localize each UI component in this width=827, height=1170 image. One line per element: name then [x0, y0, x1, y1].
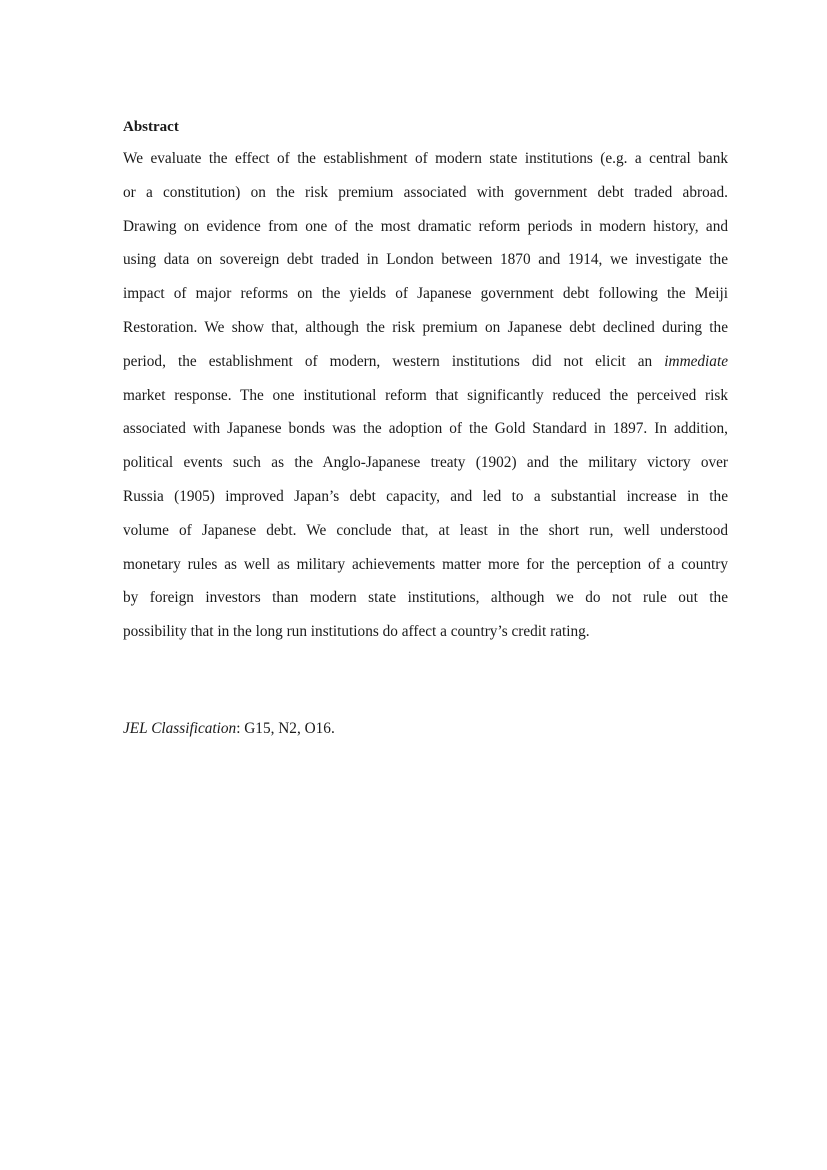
abstract-line: [123, 351, 728, 385]
abstract-line: impact of major reforms on the yields of Japanese government debt following the Meiji: [123, 285, 728, 303]
abstract-line: using data on sovereign debt traded in London between 1870 and 1914, we investigate the: [123, 251, 728, 269]
abstract-line: possibility that in the long run institutions do affect a country’s credit rating.: [123, 623, 590, 641]
abstract-line: associated with Japanese bonds was the adoption of the Gold Standard in 1897. In addition,: [123, 420, 728, 438]
emphasized-word: immediate: [664, 352, 728, 370]
abstract-body: [123, 148, 728, 655]
abstract-line: Drawing on evidence from one of the most dramatic reform periods in modern history, and: [123, 217, 728, 235]
jel-codes: : G15, N2, O16.: [236, 720, 335, 737]
abstract-line: Russia (1905) improved Japan’s debt capacity, and led to a substantial increase in the: [123, 487, 728, 505]
abstract-line: monetary rules as well as military achievements matter more for the perception of a country: [123, 555, 728, 573]
jel-classification: [123, 718, 335, 740]
jel-label: JEL Classification: [123, 720, 237, 737]
abstract-line: by foreign investors than modern state institutions, although we do not rule out the: [123, 589, 728, 607]
abstract-line: or a constitution) on the risk premium associated with government debt traded abroad.: [123, 183, 728, 201]
abstract-line-text: period, the establishment of modern, western institutions did not elicit an: [123, 352, 665, 370]
abstract-line: We evaluate the effect of the establishment of modern state institutions (e.g. a central bank: [123, 150, 728, 167]
abstract-heading: Abstract: [123, 119, 179, 135]
abstract-line: Restoration. We show that, although the risk premium on Japanese debt declined during the: [123, 318, 728, 336]
abstract-line: political events such as the Anglo-Japanese treaty (1902) and the military victory over: [123, 454, 728, 472]
abstract-line: market response. The one institutional reform that significantly reduced the perceived risk: [123, 386, 728, 404]
abstract-line: volume of Japanese debt. We conclude that, at least in the short run, well understood: [123, 521, 728, 539]
